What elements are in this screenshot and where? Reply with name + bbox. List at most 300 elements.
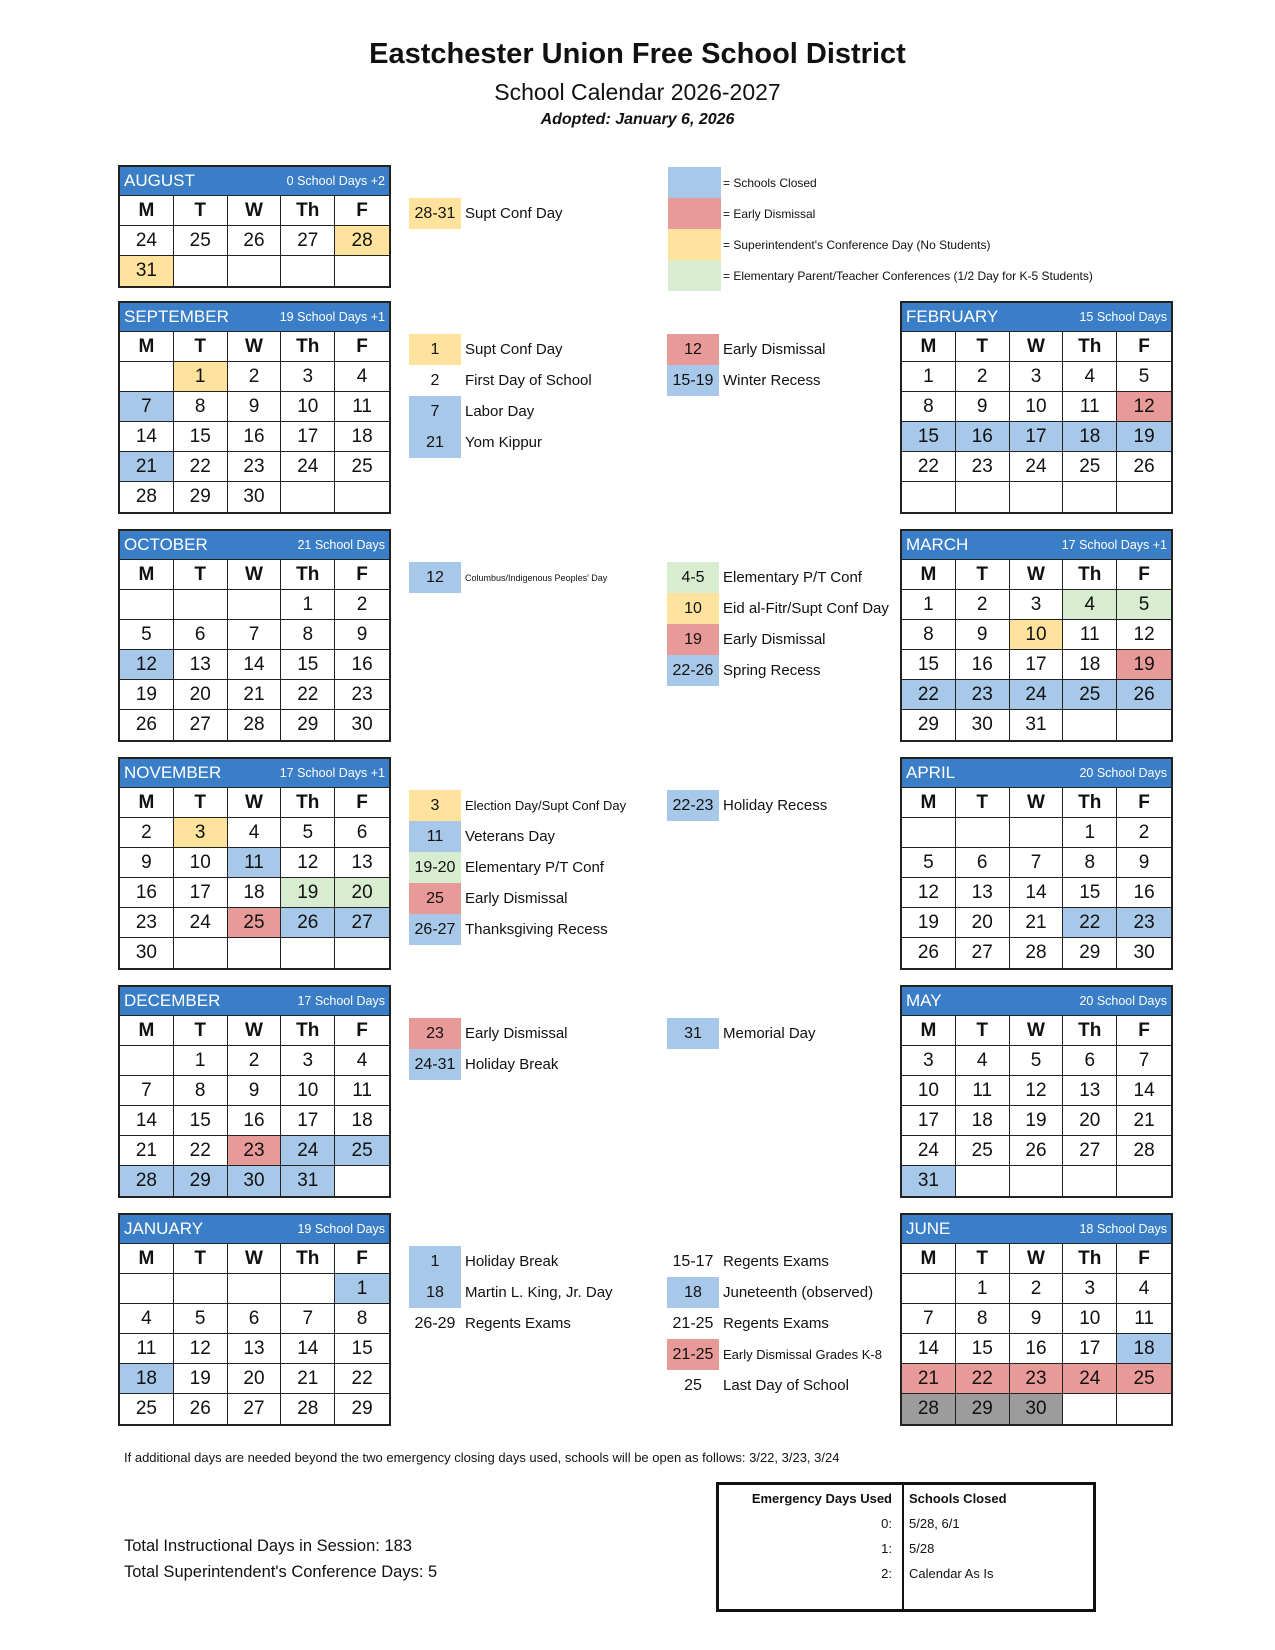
day-cell: [228, 590, 282, 620]
day-cell: 25: [335, 1136, 389, 1166]
day-cell: 29: [351, 1398, 373, 1419]
event-date-badge: 2: [430, 371, 440, 389]
adopted-date: Adopted: January 6, 2026: [540, 111, 735, 128]
day-cell: 3: [1063, 1274, 1117, 1304]
month-name: DECEMBER: [124, 991, 221, 1010]
day-cell: 15: [902, 650, 956, 680]
day-cell: 24: [1010, 680, 1064, 710]
day-cell: [120, 1274, 174, 1304]
day-cell: 30: [228, 1166, 282, 1196]
legend-label: = Schools Closed: [723, 175, 817, 190]
day-cell: 4: [956, 1046, 1010, 1076]
day-cell: 29: [1063, 938, 1117, 968]
day-cell: [335, 1166, 389, 1196]
day-cell: 18: [1117, 1334, 1171, 1364]
month-april: [900, 757, 1173, 970]
day-cell: [335, 482, 389, 512]
day-cell: 24: [281, 1136, 335, 1166]
event-item: [667, 562, 862, 593]
day-cell: 1: [281, 590, 335, 620]
month-header: [902, 1215, 1171, 1244]
month-grid: [120, 1016, 389, 1196]
day-cell: 30: [228, 482, 282, 512]
weekday-header: M: [120, 1016, 174, 1046]
day-cell: 15: [902, 422, 956, 452]
month-name: OCTOBER: [124, 535, 208, 554]
day-cell: 9: [1117, 848, 1171, 878]
day-cell: 16: [956, 650, 1010, 680]
day-cell: 14: [120, 422, 174, 452]
day-cell: 23: [335, 680, 389, 710]
day-cell: 5: [174, 1304, 228, 1334]
day-cell: [281, 938, 335, 968]
event-label: First Day of School: [465, 372, 592, 389]
event-item: [667, 1277, 873, 1308]
day-cell: 4: [228, 818, 282, 848]
event-date-badge: 22-26: [667, 655, 719, 686]
event-label: Elementary P/T Conf: [723, 569, 862, 586]
day-cell: 1: [902, 590, 956, 620]
event-item: [409, 852, 604, 883]
event-label: Memorial Day: [723, 1025, 816, 1042]
day-cell: 1: [1063, 818, 1117, 848]
event-label: Winter Recess: [723, 372, 821, 389]
day-cell: 2: [956, 590, 1010, 620]
month-grid: [120, 196, 389, 286]
day-cell: 15: [335, 1334, 389, 1364]
day-cell: [174, 938, 228, 968]
event-date-badge: 22-23: [667, 790, 719, 821]
day-cell: [956, 1166, 1010, 1196]
day-cell: 2: [1010, 1274, 1064, 1304]
emergency-closed-1: 5/28: [909, 1541, 935, 1556]
event-item: [409, 365, 592, 396]
day-cell: 21: [902, 1364, 956, 1394]
day-cell: 8: [956, 1304, 1010, 1334]
day-cell: 20: [228, 1364, 282, 1394]
day-cell: 7: [228, 620, 282, 650]
day-cell: 15: [174, 422, 228, 452]
month-grid: [120, 332, 389, 512]
weekday-header: Th: [281, 788, 335, 818]
day-cell: 13: [174, 650, 228, 680]
school-days-count: 19 School Days +1: [279, 310, 385, 324]
day-cell: 10: [1010, 620, 1064, 650]
day-cell: 5: [1117, 362, 1171, 392]
day-cell: [902, 482, 956, 512]
day-cell: 5: [1010, 1046, 1064, 1076]
weekday-header: M: [120, 788, 174, 818]
day-cell: 31: [120, 256, 174, 286]
day-cell: 21: [1117, 1106, 1171, 1136]
event-item: [409, 396, 534, 427]
day-cell: 24: [120, 226, 174, 256]
event-item: [667, 1018, 816, 1049]
event-item: [667, 655, 821, 686]
day-cell: 28: [120, 1166, 174, 1196]
day-cell: [174, 590, 228, 620]
day-cell: 23: [228, 1136, 282, 1166]
event-date-badge: 15-19: [667, 365, 719, 396]
day-cell: [1117, 1166, 1171, 1196]
day-cell: 23: [956, 680, 1010, 710]
month-october: [118, 529, 391, 742]
event-item: [409, 821, 555, 852]
event-label: Last Day of School: [723, 1377, 849, 1394]
day-cell: 26: [902, 938, 956, 968]
day-cell: 22: [174, 1136, 228, 1166]
day-cell: 30: [351, 714, 373, 735]
day-cell: [956, 482, 1010, 512]
month-header: [120, 759, 389, 788]
event-date-badge: 19-20: [409, 852, 461, 883]
day-cell: 11: [228, 848, 282, 878]
day-cell: [1010, 482, 1064, 512]
weekday-header: Th: [281, 196, 335, 226]
event-label: Early Dismissal: [723, 341, 826, 358]
day-cell: 6: [174, 620, 228, 650]
weekday-header: F: [335, 1244, 389, 1274]
event-date-badge: 28-31: [409, 198, 461, 229]
day-cell: 4: [1063, 590, 1117, 620]
day-cell: 29: [174, 1166, 228, 1196]
event-date-badge: 15-17: [672, 1252, 714, 1270]
event-label: Early Dismissal: [723, 631, 826, 648]
day-cell: 28: [120, 482, 174, 512]
day-cell: 4: [335, 362, 389, 392]
weekday-header: M: [902, 1016, 956, 1046]
day-cell: 20: [335, 878, 389, 908]
event-label: Regents Exams: [465, 1315, 571, 1332]
event-date-badge: 24-31: [409, 1049, 461, 1080]
day-cell: [120, 590, 174, 620]
day-cell: 11: [956, 1076, 1010, 1106]
day-cell: 28: [335, 226, 389, 256]
legend-item-supt: [668, 229, 990, 260]
day-cell: 12: [1010, 1076, 1064, 1106]
event-date-badge: 31: [667, 1018, 719, 1049]
event-date-badge: 12: [667, 334, 719, 365]
event-item: [409, 427, 542, 458]
school-days-count: 19 School Days: [297, 1222, 385, 1236]
day-cell: 4: [1063, 362, 1117, 392]
weekday-header: W: [228, 1016, 282, 1046]
weekday-header: W: [1010, 332, 1064, 362]
day-cell: 12: [1117, 620, 1171, 650]
day-cell: 5: [902, 848, 956, 878]
month-grid: [902, 1244, 1171, 1424]
day-cell: 13: [956, 878, 1010, 908]
emergency-used-1: 1:: [881, 1541, 892, 1556]
day-cell: 21: [1010, 908, 1064, 938]
day-cell: 23: [1117, 908, 1171, 938]
event-item: [409, 562, 607, 593]
weekday-header: M: [902, 788, 956, 818]
weekday-header: F: [1117, 788, 1171, 818]
day-cell: 16: [1010, 1334, 1064, 1364]
event-date-badge: 11: [409, 821, 461, 852]
day-cell: 19: [281, 878, 335, 908]
day-cell: 26: [281, 908, 335, 938]
day-cell: 7: [281, 1304, 335, 1334]
day-cell: 17: [902, 1106, 956, 1136]
event-item: [667, 624, 826, 655]
day-cell: 27: [281, 226, 335, 256]
day-cell: 30: [1010, 1394, 1064, 1424]
day-cell: [228, 256, 282, 286]
total-supt-conf-days: Total Superintendent's Conference Days: 5: [124, 1563, 438, 1581]
day-cell: 30: [1133, 942, 1155, 963]
weekday-header: T: [174, 1244, 228, 1274]
school-days-count: 20 School Days: [1079, 766, 1167, 780]
school-days-count: 15 School Days: [1079, 310, 1167, 324]
day-cell: 7: [120, 1076, 174, 1106]
day-cell: 4: [1117, 1274, 1171, 1304]
day-cell: 23: [1010, 1364, 1064, 1394]
event-date-badge: 25: [684, 1376, 702, 1394]
day-cell: 22: [335, 1364, 389, 1394]
day-cell: 27: [956, 938, 1010, 968]
weekday-header: M: [120, 1244, 174, 1274]
month-grid: [902, 332, 1171, 512]
event-label: Yom Kippur: [465, 434, 542, 451]
day-cell: 30: [956, 710, 1010, 740]
day-cell: 3: [174, 818, 228, 848]
day-cell: 13: [1063, 1076, 1117, 1106]
day-cell: 29: [174, 482, 228, 512]
day-cell: 18: [335, 1106, 389, 1136]
day-cell: [1117, 710, 1171, 740]
weekday-header: F: [335, 788, 389, 818]
day-cell: 31: [281, 1166, 335, 1196]
district-title: Eastchester Union Free School District: [369, 38, 906, 70]
day-cell: 3: [281, 1046, 335, 1076]
day-cell: 29: [956, 1394, 1010, 1424]
event-item: [409, 1246, 558, 1277]
event-date-badge: 3: [409, 790, 461, 821]
day-cell: 2: [228, 362, 282, 392]
weekday-header: T: [956, 332, 1010, 362]
day-cell: 15: [1063, 878, 1117, 908]
day-cell: [228, 1274, 282, 1304]
month-grid: [120, 560, 389, 740]
day-cell: 21: [120, 452, 174, 482]
day-cell: 17: [1010, 650, 1064, 680]
event-label: Veterans Day: [465, 828, 556, 845]
legend-item-conf: [668, 260, 1093, 291]
month-name: JANUARY: [124, 1219, 204, 1238]
day-cell: 25: [956, 1136, 1010, 1166]
event-label: Holiday Recess: [723, 797, 828, 814]
month-name: APRIL: [906, 763, 956, 782]
event-label: Holiday Break: [465, 1056, 559, 1073]
day-cell: 9: [335, 620, 389, 650]
day-cell: 17: [174, 878, 228, 908]
month-name: SEPTEMBER: [124, 307, 229, 326]
day-cell: 16: [1117, 878, 1171, 908]
day-cell: 30: [120, 938, 174, 968]
day-cell: 10: [281, 392, 335, 422]
day-cell: 14: [120, 1106, 174, 1136]
day-cell: 24: [281, 452, 335, 482]
day-cell: 19: [174, 1364, 228, 1394]
day-cell: 25: [228, 908, 282, 938]
day-cell: 6: [335, 818, 389, 848]
event-item: [667, 1370, 849, 1401]
day-cell: 7: [1117, 1046, 1171, 1076]
day-cell: 26: [1117, 680, 1171, 710]
event-date-badge: 26-29: [414, 1314, 456, 1332]
month-header: [902, 531, 1171, 560]
day-cell: 28: [1010, 938, 1064, 968]
day-cell: 26: [1117, 452, 1171, 482]
event-date-badge: 21: [409, 427, 461, 458]
event-label: Columbus/Indigenous Peoples' Day: [465, 572, 608, 583]
weekday-header: T: [174, 560, 228, 590]
weekday-header: M: [120, 196, 174, 226]
event-item: [409, 790, 626, 821]
event-label: Labor Day: [465, 403, 535, 420]
day-cell: 17: [281, 422, 335, 452]
event-label: Early Dismissal: [465, 890, 568, 907]
month-header: [120, 531, 389, 560]
day-cell: 18: [1063, 650, 1117, 680]
weekday-header: T: [956, 788, 1010, 818]
day-cell: 21: [228, 680, 282, 710]
day-cell: [902, 1274, 956, 1304]
day-cell: 10: [1010, 392, 1064, 422]
weekday-header: T: [956, 1244, 1010, 1274]
weekday-header: F: [335, 1016, 389, 1046]
event-item: [409, 1308, 571, 1339]
day-cell: 7: [902, 1304, 956, 1334]
day-cell: 10: [902, 1076, 956, 1106]
event-date-badge: 1: [409, 334, 461, 365]
day-cell: 11: [335, 392, 389, 422]
school-days-count: 17 School Days +1: [1061, 538, 1167, 552]
day-cell: 29: [902, 710, 956, 740]
day-cell: [335, 938, 389, 968]
month-november: [118, 757, 391, 970]
day-cell: 6: [1063, 1046, 1117, 1076]
event-label: Thanksgiving Recess: [465, 921, 608, 938]
school-days-count: 20 School Days: [1079, 994, 1167, 1008]
day-cell: 18: [1063, 422, 1117, 452]
weekday-header: F: [335, 560, 389, 590]
day-cell: 8: [335, 1304, 389, 1334]
day-cell: 27: [228, 1394, 282, 1424]
day-cell: 10: [1063, 1304, 1117, 1334]
weekday-header: T: [174, 196, 228, 226]
event-date-badge: 7: [409, 396, 461, 427]
day-cell: 5: [120, 620, 174, 650]
day-cell: 22: [902, 680, 956, 710]
day-cell: 22: [902, 452, 956, 482]
event-item: [667, 1246, 829, 1277]
day-cell: 8: [174, 1076, 228, 1106]
legend-label: = Superintendent's Conference Day (No Students): [723, 237, 991, 252]
day-cell: 12: [120, 650, 174, 680]
day-cell: 6: [956, 848, 1010, 878]
day-cell: 21: [281, 1364, 335, 1394]
day-cell: 2: [335, 590, 389, 620]
day-cell: 28: [902, 1394, 956, 1424]
day-cell: 16: [335, 650, 389, 680]
day-cell: [174, 1274, 228, 1304]
event-date-badge: 10: [667, 593, 719, 624]
month-header: [120, 987, 389, 1016]
event-label: Early Dismissal: [465, 1025, 568, 1042]
day-cell: [1117, 1394, 1171, 1424]
day-cell: 19: [120, 680, 174, 710]
event-label: Juneteenth (observed): [723, 1284, 874, 1301]
month-grid: [902, 1016, 1171, 1196]
weekday-header: M: [902, 1244, 956, 1274]
total-instructional-days: Total Instructional Days in Session: 183: [124, 1537, 412, 1555]
event-label: Elementary P/T Conf: [465, 859, 604, 876]
day-cell: 22: [281, 680, 335, 710]
day-cell: 12: [281, 848, 335, 878]
day-cell: [1063, 1394, 1117, 1424]
day-cell: 1: [956, 1274, 1010, 1304]
day-cell: 18: [228, 878, 282, 908]
day-cell: 17: [281, 1106, 335, 1136]
day-cell: 3: [281, 362, 335, 392]
day-cell: 9: [956, 620, 1010, 650]
event-date-badge: 18: [667, 1277, 719, 1308]
day-cell: 14: [1010, 878, 1064, 908]
weekday-header: Th: [281, 1016, 335, 1046]
event-label: Eid al-Fitr/Supt Conf Day: [723, 600, 889, 617]
month-header: [902, 303, 1171, 332]
day-cell: [281, 256, 335, 286]
day-cell: 18: [120, 1364, 174, 1394]
day-cell: [1063, 1166, 1117, 1196]
emergency-note: If additional days are needed beyond the two emergency closing days used, schools will be open as follows: 3/22, 3/23, 3/24: [124, 1450, 840, 1465]
emergency-closed-0: 5/28, 6/1: [909, 1516, 960, 1531]
weekday-header: Th: [281, 560, 335, 590]
day-cell: 12: [902, 878, 956, 908]
event-item: [409, 198, 563, 229]
day-cell: 20: [174, 680, 228, 710]
day-cell: 9: [1010, 1304, 1064, 1334]
event-date-badge: 23: [409, 1018, 461, 1049]
day-cell: [120, 1046, 174, 1076]
month-march: [900, 529, 1173, 742]
day-cell: 16: [228, 422, 282, 452]
event-label: Early Dismissal Grades K-8: [723, 1347, 882, 1362]
day-cell: 22: [1063, 908, 1117, 938]
event-date-badge: 25: [409, 883, 461, 914]
day-cell: 1: [335, 1274, 389, 1304]
day-cell: 15: [956, 1334, 1010, 1364]
day-cell: 19: [1117, 650, 1171, 680]
day-cell: 10: [281, 1076, 335, 1106]
day-cell: [120, 362, 174, 392]
event-label: Election Day/Supt Conf Day: [465, 798, 627, 813]
event-item: [409, 1049, 558, 1080]
event-label: Martin L. King, Jr. Day: [465, 1284, 613, 1301]
day-cell: 22: [956, 1364, 1010, 1394]
month-grid: [120, 1244, 389, 1424]
day-cell: [1117, 482, 1171, 512]
month-august: [118, 165, 391, 288]
month-name: NOVEMBER: [124, 763, 222, 782]
weekday-header: M: [902, 560, 956, 590]
event-date-badge: 12: [409, 562, 461, 593]
event-item: [667, 593, 889, 624]
day-cell: 24: [1010, 452, 1064, 482]
